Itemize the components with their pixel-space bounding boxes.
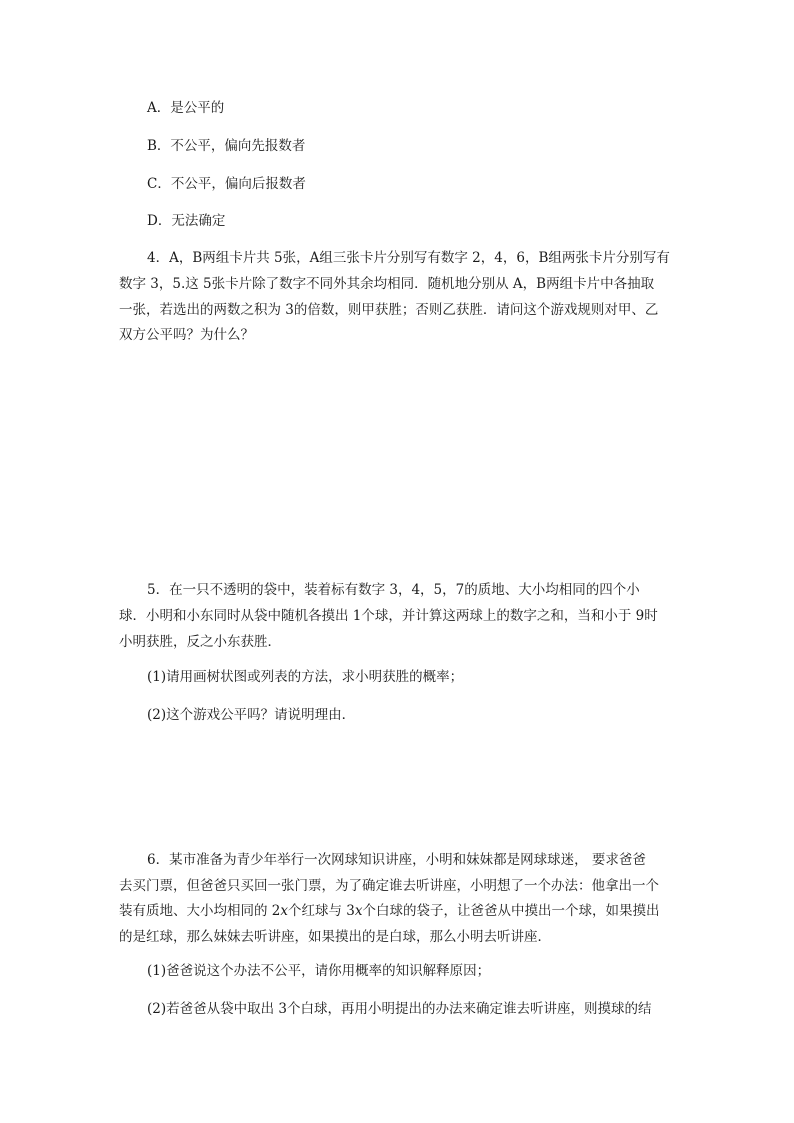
question-6-line-3-pre: 装有质地、大小均相同的 2 xyxy=(119,903,281,919)
question-6-line-3 xyxy=(119,901,660,921)
option-b: B．不公平，偏向先报数者 xyxy=(147,138,306,154)
variable-x: x xyxy=(280,903,289,919)
option-c: C．不公平，偏向后报数者 xyxy=(147,176,306,192)
option-a: A．是公平的 xyxy=(147,100,225,116)
question-5-line-1: 5．在一只不透明的袋中，装着标有数字 3，4，5，7的质地、大小均相同的四个小 xyxy=(147,582,640,598)
question-4-line-3: 一张，若选出的两数之积为 3的倍数，则甲获胜；否则乙获胜．请问这个游戏规则对甲、乙 xyxy=(119,302,659,318)
question-5-line-2: 球．小明和小东同时从袋中随机各摸出 1个球，并计算这两球上的数字之和，当和小于 9时 xyxy=(119,608,658,624)
question-6-line-4: 的是红球，那么妹妹去听讲座，如果摸出的是白球，那么小明去听讲座． xyxy=(119,929,551,945)
question-6-line-3-post: 个白球的袋子，让爸爸从中摸出一个球，如果摸出 xyxy=(362,903,660,919)
question-5-sub-2: (2)这个游戏公平吗？请说明理由． xyxy=(147,707,356,723)
question-4-line-1: 4．A，B两组卡片共 5张，A组三张卡片分别写有数字 2，4，6，B组两张卡片分别写有 xyxy=(147,250,670,266)
question-5-sub-1: (1)请用画树状图或列表的方法，求小明获胜的概率； xyxy=(147,669,464,685)
question-6-sub-1: (1)爸爸说这个办法不公平，请你用概率的知识解释原因； xyxy=(147,963,491,979)
question-6-sub-2: (2)若爸爸从袋中取出 3个白球，再用小明提出的办法来确定谁去听讲座，则摸球的结 xyxy=(147,1001,652,1017)
option-d: D．无法确定 xyxy=(147,213,226,229)
question-4-line-4: 双方公平吗？为什么？ xyxy=(119,327,254,343)
question-5-line-3: 小明获胜，反之小东获胜． xyxy=(119,634,281,650)
variable-x: x xyxy=(354,903,363,919)
question-6-line-1: 6．某市准备为青少年举行一次网球知识讲座，小明和妹妹都是网球球迷， 要求爸爸 xyxy=(147,852,646,868)
question-4-line-2: 数字 3，5.这 5张卡片除了数字不同外其余均相同．随机地分别从 A，B两组卡片中各抽取 xyxy=(119,276,655,292)
question-6-line-3-mid: 个红球与 3 xyxy=(288,903,355,919)
question-6-line-2: 去买门票，但爸爸只买回一张门票，为了确定谁去听讲座，小明想了一个办法：他拿出一个 xyxy=(119,878,659,894)
